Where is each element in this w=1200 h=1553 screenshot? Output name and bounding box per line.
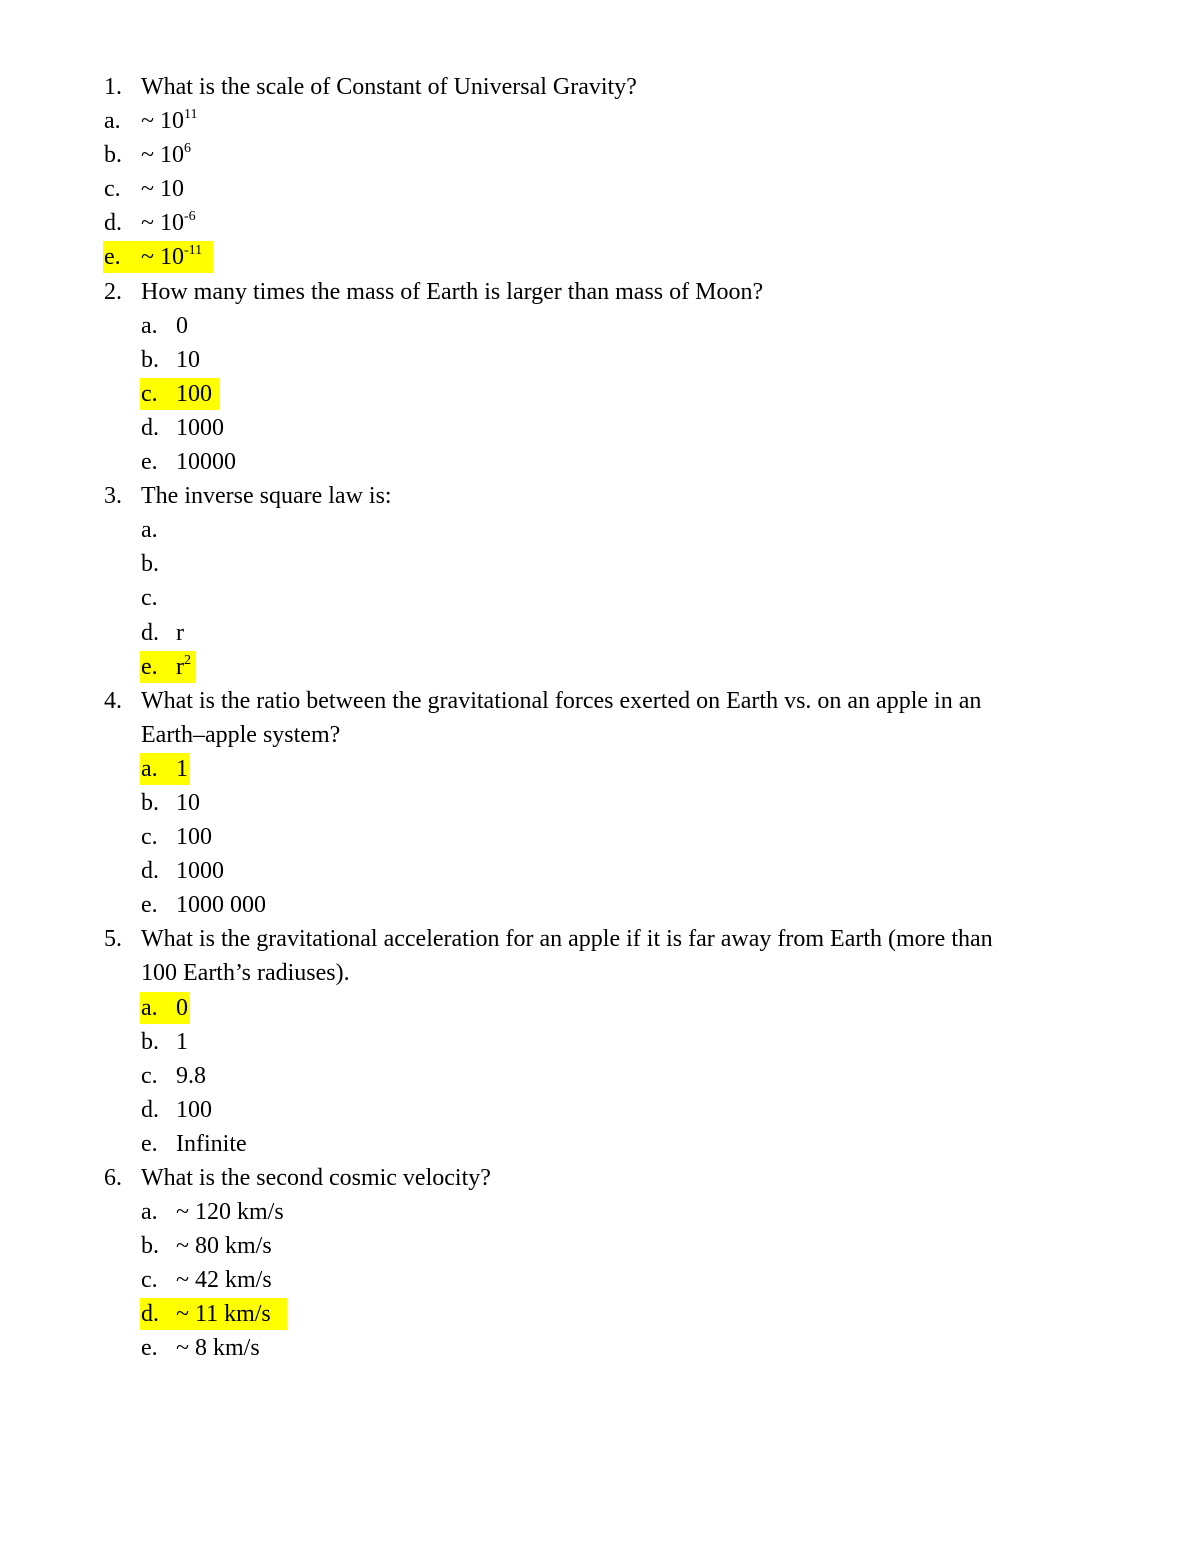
option-text: 9.8 <box>176 1062 206 1089</box>
question-text: What is the ratio between the gravitational forces exerted on Earth vs. on an apple in an <box>141 687 982 714</box>
question-number: 3. <box>104 483 122 510</box>
question-number: 2. <box>104 278 122 305</box>
question-text: The inverse square law is: <box>141 483 392 510</box>
question-6 <box>0 1161 1200 1195</box>
option-1a <box>0 104 1200 138</box>
option-5c <box>0 1059 1200 1093</box>
option-letter: a. <box>104 108 121 135</box>
option-letter: b. <box>141 1028 159 1055</box>
option-letter: c. <box>141 824 158 851</box>
option-2a <box>0 309 1200 343</box>
question-5 <box>0 922 1200 956</box>
option-letter: d. <box>141 858 159 885</box>
option-3e-highlighted <box>0 650 1200 684</box>
option-letter: d. <box>141 1301 159 1328</box>
question-text: What is the gravitational acceleration for an apple if it is far away from Earth (more than <box>141 926 993 953</box>
option-letter: c. <box>141 380 158 407</box>
option-3c <box>0 581 1200 615</box>
option-text: 100 <box>176 824 212 851</box>
option-text: ~ $10^{-11}$ <box>141 243 203 271</box>
question-4 <box>0 684 1200 718</box>
option-5e <box>0 1127 1200 1161</box>
option-text: ~ 8 km/s <box>176 1335 260 1362</box>
option-text: 1000 000 <box>176 892 266 919</box>
option-6d-highlighted <box>0 1297 1200 1331</box>
question-1 <box>0 70 1200 104</box>
option-text: ~ $10^{-6}$ <box>141 209 196 237</box>
question-text: What is the scale of Constant of Universal Gravity? <box>141 74 637 100</box>
option-6c <box>0 1263 1200 1297</box>
option-letter: e. <box>141 653 158 680</box>
option-1d <box>0 206 1200 240</box>
option-1c <box>0 172 1200 206</box>
option-text: 1 <box>176 1028 188 1055</box>
option-letter: a. <box>141 312 158 339</box>
option-letter: d. <box>141 414 159 441</box>
option-6a <box>0 1195 1200 1229</box>
option-3d <box>0 616 1200 650</box>
option-5b <box>0 1025 1200 1059</box>
option-letter: c. <box>141 1062 158 1089</box>
question-number: 6. <box>104 1165 122 1191</box>
question-2 <box>0 275 1200 309</box>
option-2e <box>0 445 1200 479</box>
option-text: $r^2$ <box>176 652 191 680</box>
option-letter: e. <box>104 244 121 271</box>
option-text: ~ $10^{11}$ <box>141 107 198 135</box>
option-letter: a. <box>141 994 158 1021</box>
question-text-continued: Earth–apple system? <box>141 721 341 748</box>
question-number: 4. <box>104 687 122 714</box>
option-text: ~ 11 km/s <box>176 1301 271 1328</box>
option-text: ~ 120 km/s <box>176 1199 284 1226</box>
option-letter: c. <box>141 585 158 612</box>
option-letter: d. <box>104 210 122 237</box>
option-letter: a. <box>141 1199 158 1226</box>
option-text: 100 <box>176 380 212 407</box>
option-1e-highlighted <box>0 240 1200 274</box>
option-text: ~ 80 km/s <box>176 1233 272 1260</box>
option-2d <box>0 411 1200 445</box>
option-letter: b. <box>141 789 159 816</box>
option-letter: c. <box>104 176 121 203</box>
option-2c-highlighted <box>0 377 1200 411</box>
option-4d <box>0 854 1200 888</box>
option-6e <box>0 1331 1200 1365</box>
option-4e <box>0 888 1200 922</box>
option-5d <box>0 1093 1200 1127</box>
question-text-continued: 100 Earth’s radiuses). <box>141 960 350 987</box>
option-letter: d. <box>141 619 159 646</box>
option-3b <box>0 547 1200 581</box>
option-text: 10000 <box>176 449 236 476</box>
option-text: 100 <box>176 1096 212 1123</box>
option-letter: d. <box>141 1096 159 1123</box>
option-text: 1000 <box>176 414 224 441</box>
option-2b <box>0 343 1200 377</box>
option-text: 1 <box>176 755 188 782</box>
option-1b <box>0 138 1200 172</box>
option-letter: a. <box>141 755 158 782</box>
question-3 <box>0 479 1200 513</box>
question-number: 1. <box>104 74 122 100</box>
option-text: 0 <box>176 312 188 339</box>
question-text: What is the second cosmic velocity? <box>141 1165 491 1191</box>
question-text: How many times the mass of Earth is larger than mass of Moon? <box>141 278 764 305</box>
option-letter: e. <box>141 1335 158 1362</box>
question-4-continued <box>0 718 1200 752</box>
question-number: 5. <box>104 926 122 953</box>
option-text: 0 <box>176 994 188 1021</box>
option-letter: b. <box>141 1233 159 1260</box>
option-text: 1000 <box>176 858 224 885</box>
option-3a <box>0 513 1200 547</box>
option-letter: e. <box>141 1130 158 1157</box>
option-text: Infinite <box>176 1130 247 1157</box>
option-4c <box>0 820 1200 854</box>
question-5-continued <box>0 956 1200 990</box>
option-letter: a. <box>141 517 158 544</box>
option-letter: e. <box>141 449 158 476</box>
option-text: ~ $10^6$ <box>141 141 191 169</box>
quiz-document <box>0 70 1200 1366</box>
option-letter: b. <box>141 551 159 578</box>
option-letter: e. <box>141 892 158 919</box>
option-5a-highlighted <box>0 991 1200 1025</box>
option-text: ~ 10 <box>141 176 184 203</box>
option-text: r <box>176 619 184 646</box>
option-text: 10 <box>176 789 200 816</box>
option-4b <box>0 786 1200 820</box>
option-letter: b. <box>141 346 159 373</box>
option-letter: b. <box>104 142 122 169</box>
option-text: 10 <box>176 346 200 373</box>
option-letter: c. <box>141 1267 158 1294</box>
option-6b <box>0 1229 1200 1263</box>
option-text: ~ 42 km/s <box>176 1267 272 1294</box>
option-4a-highlighted <box>0 752 1200 786</box>
